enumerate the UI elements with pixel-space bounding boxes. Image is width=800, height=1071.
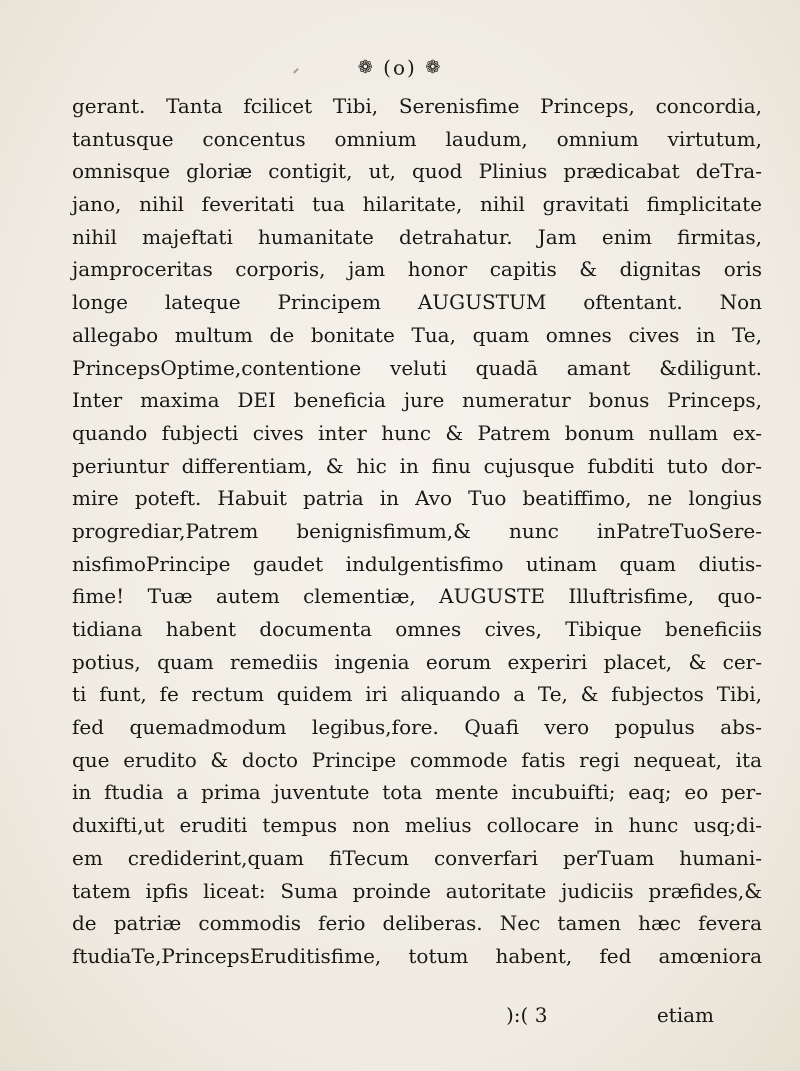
text-line: que erudito & docto Principe commode fatis regi nequeat, ita <box>72 747 762 772</box>
text-line: jamproceritas corporis, jam honor capitis & dignitas oris <box>72 257 762 282</box>
text-line: jano, nihil feveritati tua hilaritate, nihil gravitati fimplicitate <box>72 192 762 217</box>
text-line: potius, quam remediis ingenia eorum experiri placet, & cer- <box>72 649 762 674</box>
text-line: nisfimoPrincipe gaudet indulgentisfimo utinam quam diutis- <box>72 551 762 576</box>
text-line: tidiana habent documenta omnes cives, Tibique beneficiis <box>72 617 762 641</box>
body-text <box>72 90 762 973</box>
text-line: quando fubjecti cives inter hunc & Patrem bonum nullam ex- <box>72 420 762 445</box>
catchword: etiam <box>656 1003 714 1027</box>
text-line: periuntur differentiam, & hic in finu cujusque fubditi tuto dor- <box>72 453 762 478</box>
text-line: gerant. Tanta fcilicet Tibi, Serenisfime Princeps, concordia, <box>72 94 762 118</box>
flower-ornament-icon: ❁ <box>357 57 375 78</box>
text-line: fed quemadmodum legibus,fore. Quafi vero populus abs- <box>72 715 762 740</box>
signature-mark: ):( 3 <box>506 1003 548 1027</box>
flower-ornament-icon: ❁ <box>425 57 443 78</box>
text-line: tantusque concentus omnium laudum, omnium virtutum, <box>72 126 762 151</box>
page-footer <box>72 1003 762 1035</box>
text-line: de patriæ commodis ferio deliberas. Nec tamen hæc fevera <box>72 911 762 936</box>
text-line: omnisque gloriæ contigit, ut, quod Plinius prædicabat deTra- <box>72 159 762 184</box>
text-line: PrincepsOptime,contentione veluti quadā amant &diligunt. <box>72 355 762 380</box>
text-line: em crediderint,quam fiTecum converfari perTuam humani- <box>72 845 762 870</box>
running-header <box>0 54 800 80</box>
text-line: ti funt, fe rectum quidem iri aliquando a Te, & fubjectos Tibi, <box>72 682 762 707</box>
text-line: longe lateque Principem AUGUSTUM oftentant. Non <box>72 290 762 315</box>
text-line: in ftudia a prima juventute tota mente incubuifti; eaq; eo per- <box>72 780 762 805</box>
text-line: ftudiaTe,PrincepsEruditisfime, totum habent, fed amœniora <box>72 943 762 968</box>
text-line: duxifti,ut eruditi tempus non melius collocare in hunc usq;di- <box>72 813 762 838</box>
text-line: progrediar,Patrem benignisfimum,& nunc inPatreTuoSere- <box>72 518 762 543</box>
page-number: (o) <box>383 55 417 80</box>
text-line: Inter maxima DEI beneficia jure numeratur bonus Princeps, <box>72 388 762 413</box>
text-line: tatem ipfis liceat: Suma proinde autoritate judiciis præfides,& <box>72 878 762 903</box>
text-line: nihil majeftati humanitate detrahatur. Jam enim firmitas, <box>72 224 762 249</box>
text-line: allegabo multum de bonitate Tua, quam omnes cives in Te, <box>72 322 762 347</box>
text-line: mire poteft. Habuit patria in Avo Tuo beatiffimo, ne longius <box>72 486 762 511</box>
text-line: fime! Tuæ autem clementiæ, AUGUSTE Illuftrisfime, quo- <box>72 584 762 609</box>
